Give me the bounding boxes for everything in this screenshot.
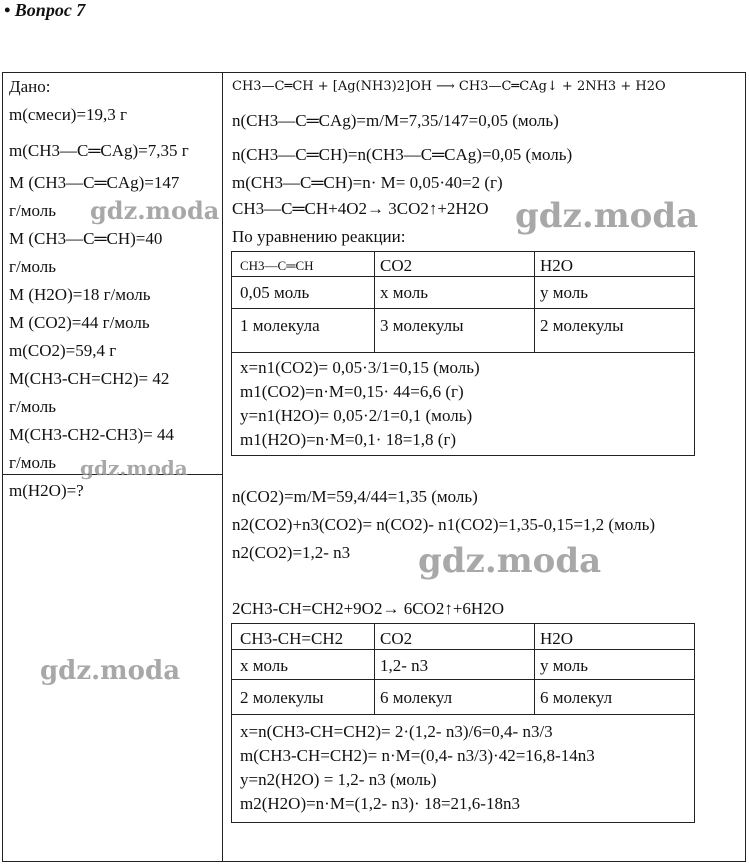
column-divider [222,72,223,862]
given-line: г/моль [9,453,56,472]
solution-line: m(CH3—C═CH)=n· M= 0,05·40=2 (г) [232,173,503,192]
table-cell: x моль [240,656,289,675]
given-label: Дано: [9,77,51,96]
table-cell: y моль [540,283,589,302]
given-line: m(смеси)=19,3 г [9,105,128,124]
solution-line: n(CH3—C═CAg)=m/M=7,35/147=0,05 (моль) [232,111,559,130]
calc-line: m1(CO2)=n·M=0,15· 44=6,6 (г) [240,382,464,401]
given-line: m(CH3—C═CAg)=7,35 г [9,141,189,160]
given-line: M(CH3-CH=CH2)= 42 [9,369,170,388]
solution-line: n(CH3—C═CH)=n(CH3—C═CAg)=0,05 (моль) [232,145,573,164]
table-cell: x моль [380,283,429,302]
table-cell: 2 молекулы [240,688,324,707]
table-header: CO2 [380,256,413,275]
table-cell: 1 молекула [240,316,320,335]
table-cell: 3 молекулы [380,316,464,335]
watermark: gdz.moda [418,541,602,581]
table-cell: y моль [540,656,589,675]
table-cell: 2 молекулы [540,316,624,335]
table-cell: 0,05 моль [240,283,310,302]
watermark: gdz.moda [90,196,220,225]
given-line: M (H2O)=18 г/моль [9,285,151,304]
calc-line: m(CH3-CH=CH2)= n·M=(0,4- n3/3)·42=16,8-14n3 [240,746,595,765]
given-line: M (CH3—C═CAg)=147 [9,173,180,192]
given-line: m(CO2)=59,4 г [9,341,117,360]
calc-line: m2(H2O)=n·M=(1,2- n3)· 18=21,6-18n3 [240,794,520,813]
solution-line: n(CO2)=m/M=59,4/44=1,35 (моль) [232,487,478,506]
given-line: г/моль [9,201,56,220]
given-line: M(CH3-CH2-CH3)= 44 [9,425,174,444]
calc-line: x=n(CH3-CH=CH2)= 2·(1,2- n3)/6=0,4- n3/3 [240,722,553,741]
table-header: H2O [540,256,574,275]
calc-line: x=n1(CO2)= 0,05·3/1=0,15 (моль) [240,358,480,377]
solution-line: По уравнению реакции: [232,227,406,246]
calc-line: y=n1(H2O)= 0,05·2/1=0,1 (моль) [240,406,473,425]
find-line: m(H2O)=? [9,481,84,500]
solution-line: CH3—C═CH+4O2→ 3CO2↑+2H2O [232,199,489,218]
watermark: gdz.moda [80,456,188,480]
calc-line: m1(H2O)=n·M=0,1· 18=1,8 (г) [240,430,457,449]
calc-line: y=n2(H2O) = 1,2- n3 (моль) [240,770,437,789]
solution-line: n2(CO2)+n3(CO2)= n(CO2)- n1(CO2)=1,35-0,15=1,2 (моль) [232,515,656,534]
given-line: г/моль [9,257,56,276]
watermark: gdz.moda [40,656,181,686]
reaction-equation-2: 2CH3-CH=CH2+9O2→ 6CO2↑+6H2O [232,599,504,618]
given-line: г/моль [9,397,56,416]
table-header: H2O [540,629,574,648]
table-header: CH3—C═CH [240,258,314,273]
table-cell: 6 молекул [540,688,613,707]
table-cell: 6 молекул [380,688,453,707]
reaction-equation-1: CH3—C═CH + [Ag(NH3)2]OH ⟶ CH3—C═CAg↓ + 2NH3 + H2O [232,79,666,94]
watermark: gdz.moda [515,196,699,236]
table-cell: 1,2- n3 [380,656,429,675]
question-title: • Вопрос 7 [4,0,86,20]
solution-line: n2(CO2)=1,2- n3 [232,543,351,562]
table-header: CO2 [380,629,413,648]
given-line: M (CO2)=44 г/моль [9,313,150,332]
table-header: CH3-CH=CH2 [240,629,344,648]
given-line: M (CH3—C═CH)=40 [9,229,163,248]
